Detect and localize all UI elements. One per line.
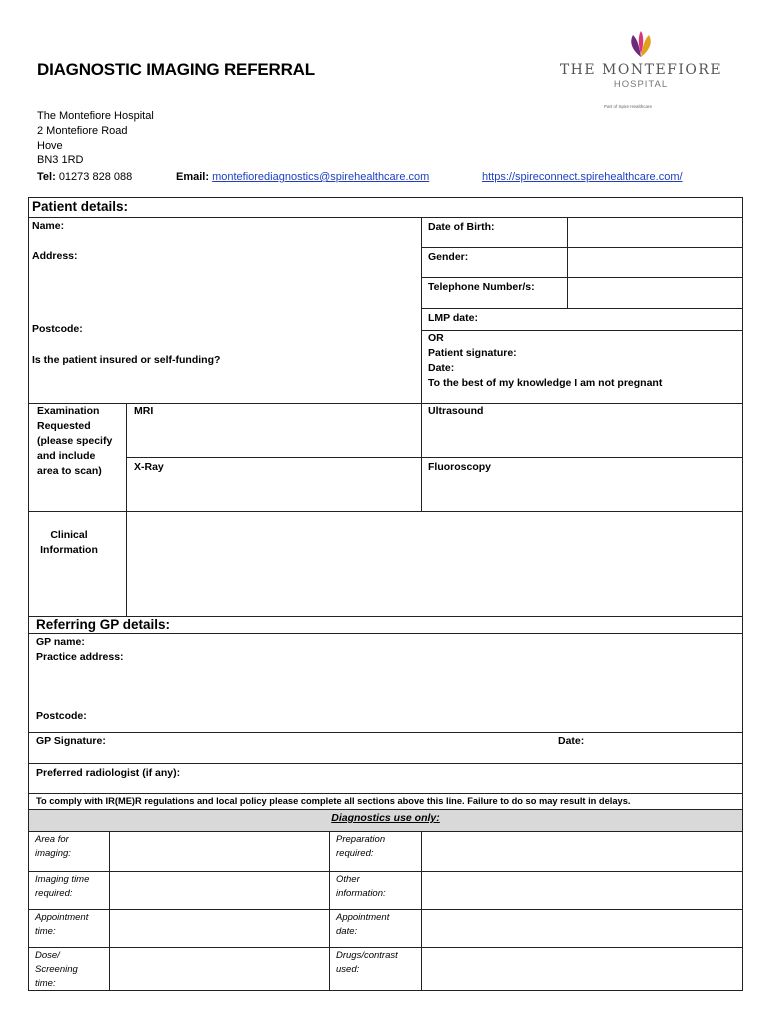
fluoroscopy-label: Fluoroscopy (428, 461, 492, 473)
contact-row (37, 171, 132, 183)
gp-postcode-label: Postcode: (36, 710, 87, 722)
diag-label-line: Dose/ (35, 950, 60, 961)
imaging-time-label (35, 873, 89, 901)
logo-sub: HOSPITAL (613, 79, 669, 90)
logo-name: THE MONTEFIORE (559, 62, 723, 78)
diagnostics-heading: Diagnostics use only: (331, 812, 440, 824)
gp-name-label: GP name: (36, 636, 85, 648)
or-label: OR (428, 332, 444, 344)
exam-label-line: Examination (37, 405, 100, 417)
divider (567, 217, 568, 309)
divider (28, 909, 743, 910)
exam-label-line: and include (37, 450, 96, 462)
divider (329, 831, 330, 990)
patient-details-heading: Patient details: (32, 199, 129, 214)
patient-name-label: Name: (32, 220, 65, 232)
patient-address-label: Address: (32, 250, 78, 262)
telephone-label: Telephone Number/s: (428, 281, 535, 293)
logo-mark-icon (628, 30, 654, 58)
divider (28, 403, 743, 404)
form-title: DIAGNOSTIC IMAGING REFERRAL (37, 60, 315, 79)
divider (28, 197, 743, 198)
divider (28, 633, 743, 634)
email-row (176, 171, 429, 183)
diag-label-line: Preparation (336, 834, 386, 845)
lmp-label: LMP date: (428, 312, 478, 324)
email-label: Email: (176, 171, 210, 183)
compliance-notice: To comply with IR(ME)R regulations and local policy please complete all sections above this line. Failure to do so may result in delays. (36, 796, 631, 806)
tel-label: Tel: (37, 171, 56, 183)
divider (28, 990, 743, 991)
divider (28, 732, 743, 733)
drugs-contrast-label (336, 949, 398, 977)
divider (109, 831, 110, 990)
tel-value: 01273 828 088 (58, 171, 133, 183)
patient-signature-label: Patient signature: (428, 347, 517, 359)
diag-label-line: Other (336, 874, 360, 885)
gp-signature-label: GP Signature: (36, 735, 106, 747)
website-row (482, 171, 683, 183)
other-information-label (336, 873, 386, 901)
diag-label-line: time: (35, 978, 56, 989)
divider (126, 403, 127, 616)
hospital-logo (556, 30, 726, 112)
pregnancy-block (428, 331, 662, 391)
diag-label-line: date: (336, 926, 358, 937)
divider (28, 217, 743, 218)
divider (28, 831, 743, 832)
diag-label-line: Appointment (35, 912, 89, 923)
divider (126, 457, 743, 458)
diag-label-line: required: (35, 888, 73, 899)
exam-label-line: (please specify (37, 435, 113, 447)
patient-date-label: Date: (428, 362, 455, 374)
diag-label-line: Screening (35, 964, 78, 975)
hospital-address (37, 109, 154, 168)
xray-label: X-Ray (134, 461, 164, 473)
diag-label-line: time: (35, 926, 56, 937)
dose-screening-label (35, 949, 78, 991)
address-line: BN3 1RD (37, 154, 84, 167)
patient-postcode-label: Postcode: (32, 323, 83, 335)
preferred-radiologist-label: Preferred radiologist (if any): (36, 767, 181, 779)
diag-label-line: imaging: (35, 848, 71, 859)
divider (28, 947, 743, 948)
area-for-imaging-label (35, 833, 71, 861)
divider (28, 511, 743, 512)
divider (421, 217, 422, 512)
gp-date-label: Date: (558, 735, 585, 747)
diag-label-line: required: (336, 848, 374, 859)
address-line: The Montefiore Hospital (37, 110, 154, 122)
preparation-required-label (336, 833, 385, 861)
logo-part-of: Part of Spire Healthcare (604, 104, 653, 109)
clinical-label-line: Information (40, 544, 98, 556)
dob-label: Date of Birth: (428, 221, 495, 233)
diag-label-line: Area for (35, 834, 69, 845)
not-pregnant-statement: To the best of my knowledge I am not pregnant (428, 377, 663, 389)
practice-address-label: Practice address: (36, 651, 124, 663)
exam-label-line: area to scan) (37, 465, 102, 477)
mri-label: MRI (134, 405, 154, 417)
exam-requested-label (37, 404, 112, 479)
divider (421, 308, 743, 309)
exam-label-line: Requested (37, 420, 91, 432)
appointment-time-label (35, 911, 88, 939)
divider (421, 277, 743, 278)
email-link[interactable]: montefiorediagnostics@spirehealthcare.com (212, 171, 430, 183)
appointment-date-label (336, 911, 389, 939)
diag-label-line: Imaging time (35, 874, 90, 885)
address-line: Hove (37, 139, 63, 152)
divider (28, 871, 743, 872)
clinical-label-line: Clinical (50, 529, 88, 541)
address-line: 2 Montefiore Road (37, 124, 128, 137)
clinical-info-label (28, 528, 110, 558)
website-link[interactable]: https://spireconnect.spirehealthcare.com/ (482, 171, 683, 183)
divider (421, 247, 743, 248)
insured-question: Is the patient insured or self-funding? (32, 354, 221, 366)
divider (421, 831, 422, 990)
diag-label-line: Drugs/contrast (336, 950, 398, 961)
divider (28, 763, 743, 764)
diag-label-line: information: (336, 888, 386, 899)
gp-details-heading: Referring GP details: (36, 617, 171, 632)
ultrasound-label: Ultrasound (428, 405, 484, 417)
diag-label-line: Appointment (336, 912, 390, 923)
divider (28, 793, 743, 794)
diag-label-line: used: (336, 964, 360, 975)
gender-label: Gender: (428, 251, 469, 263)
